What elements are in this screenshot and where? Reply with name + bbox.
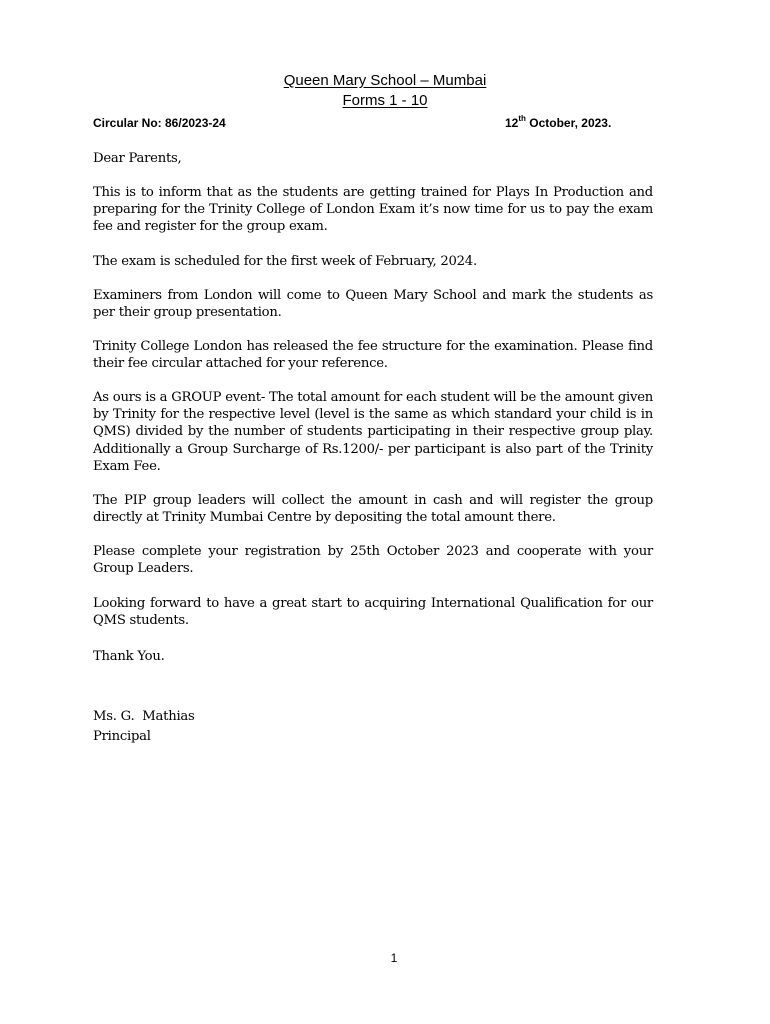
paragraph-group-leaders: The PIP group leaders will collect the amount in cash and will register the group directly at Trinity Mumbai Centre by depositing the total amount there.: [93, 493, 653, 526]
signatory-title: Principal: [93, 729, 151, 744]
paragraph-fee-structure: Trinity College London has released the fee structure for the examination. Please find their fee circular attached for your reference.: [93, 339, 653, 372]
closing: Thank You.: [93, 649, 165, 664]
signatory-name: Ms. G. Mathias: [93, 709, 195, 724]
paragraph-group-event: As ours is a GROUP event- The total amount for each student will be the amount given by Trinity for the respective level (level is the same as which standard your child is in QMS) divided by the number of students participating in their respective group play. Additionally a Group Surcharge of Rs.1200/- per participant is also part of the Trinity Exam Fee.: [93, 390, 653, 474]
forms-subtitle: Forms 1 - 10: [342, 92, 428, 109]
paragraph-exam-schedule: The exam is scheduled for the first week of February, 2024.: [93, 254, 477, 269]
paragraph-intro: This is to inform that as the students are getting trained for Plays In Production and preparing for the Trinity College of London Exam it’s now time for us to pay the exam fee and register for the group exam.: [93, 185, 653, 235]
circular-number: Circular No: 86/2023-24: [93, 116, 226, 130]
school-title: Queen Mary School – Mumbai: [283, 72, 487, 89]
page-number: 1: [390, 951, 398, 965]
paragraph-registration-deadline: Please complete your registration by 25th October 2023 and cooperate with your Group Leaders.: [93, 544, 653, 577]
salutation: Dear Parents,: [93, 151, 182, 166]
paragraph-examiners: Examiners from London will come to Queen Mary School and mark the students as per their group presentation.: [93, 288, 653, 321]
circular-date: [505, 115, 611, 131]
date-rest: October, 2023.: [525, 116, 612, 130]
paragraph-looking-forward: Looking forward to have a great start to acquiring International Qualification for our QMS students.: [93, 596, 653, 629]
date-suffix: th: [518, 114, 526, 123]
date-day: 12: [505, 116, 519, 130]
